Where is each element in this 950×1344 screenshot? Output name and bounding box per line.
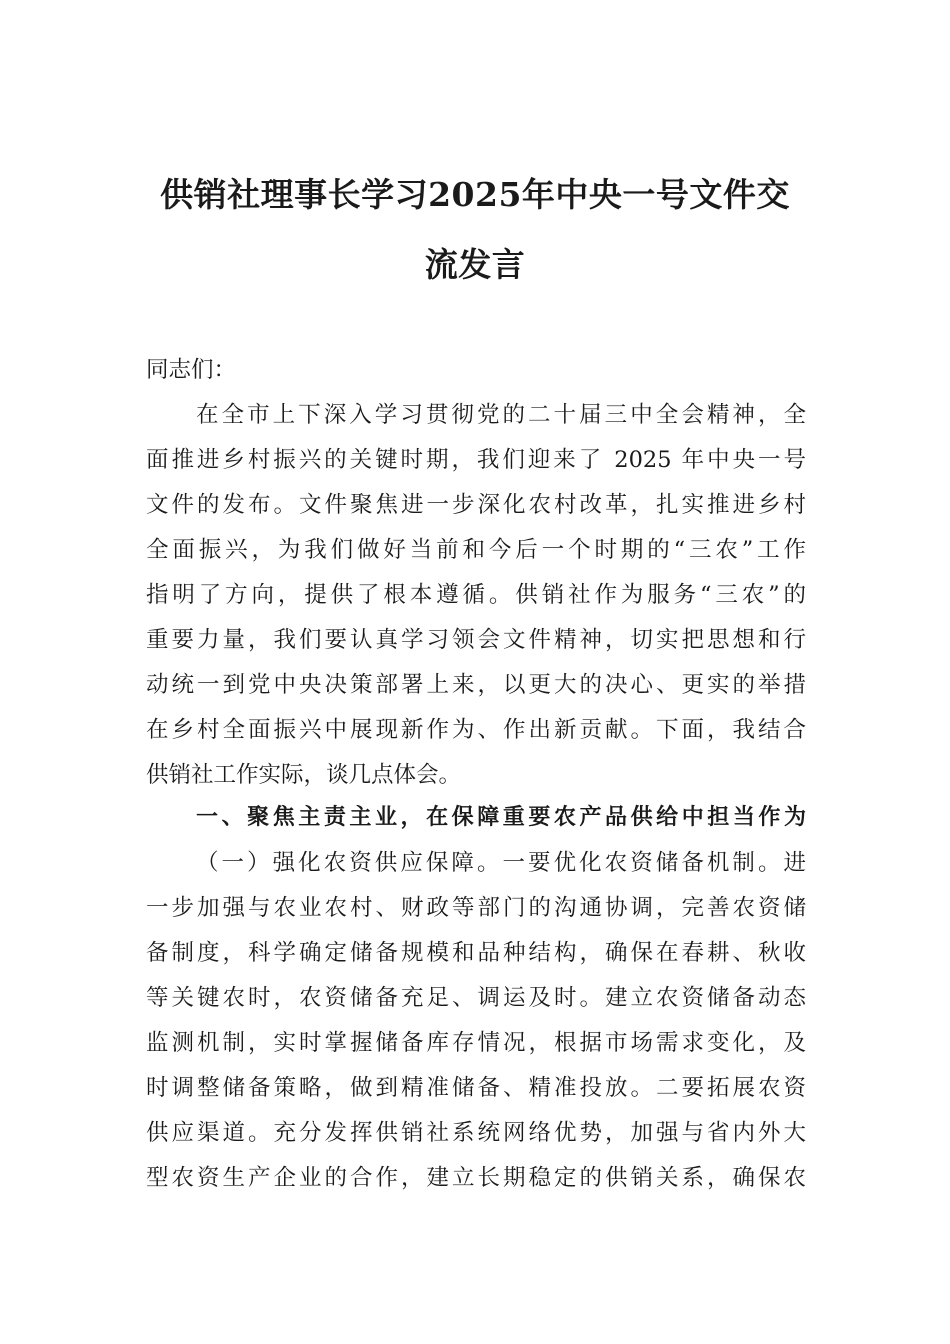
section-paragraph-line: 备制度，科学确定储备规模和品种结构，确保在春耕、秋收 <box>146 940 806 966</box>
intro-paragraph-line: 在全市上下深入学习贯彻党的二十届三中全会精神，全 <box>196 402 806 428</box>
intro-paragraph-line: 供销社工作实际，谈几点体会。 <box>146 762 462 788</box>
salutation: 同志们： <box>146 357 237 383</box>
intro-paragraph-line: 面推进乡村振兴的关键时期，我们迎来了 2025 年中央一号 <box>146 447 806 473</box>
section-paragraph-line: 时调整储备策略，做到精准储备、精准投放。二要拓展农资 <box>146 1075 806 1101</box>
intro-paragraph-line: 在乡村全面振兴中展现新作为、作出新贡献。下面，我结合 <box>146 717 806 743</box>
intro-paragraph-line: 指明了方向，提供了根本遵循。供销社作为服务“三农”的 <box>146 582 806 608</box>
intro-paragraph-line: 全面振兴，为我们做好当前和今后一个时期的“三农”工作 <box>146 537 806 563</box>
section-paragraph-line: 等关键农时，农资储备充足、调运及时。建立农资储备动态 <box>146 985 806 1011</box>
intro-paragraph-line: 动统一到党中央决策部署上来，以更大的决心、更实的举措 <box>146 672 806 698</box>
document-title-line-2: 流发言 <box>424 245 526 284</box>
section-paragraph-line: 型农资生产企业的合作，建立长期稳定的供销关系，确保农 <box>146 1165 806 1191</box>
intro-paragraph-line: 重要力量，我们要认真学习领会文件精神，切实把思想和行 <box>146 627 806 653</box>
document-title-line-1: 供销社理事长学习2025年中央一号文件交 <box>160 175 790 214</box>
intro-paragraph-line: 文件的发布。文件聚焦进一步深化农村改革，扎实推进乡村 <box>146 492 806 518</box>
section-paragraph-line: 供应渠道。充分发挥供销社系统网络优势，加强与省内外大 <box>146 1120 806 1146</box>
section-paragraph-line: 监测机制，实时掌握储备库存情况，根据市场需求变化，及 <box>146 1030 806 1056</box>
section-heading: 一、聚焦主责主业，在保障重要农产品供给中担当作为 <box>196 805 806 830</box>
section-paragraph-line: （一）强化农资供应保障。一要优化农资储备机制。进 <box>196 850 806 876</box>
section-paragraph-line: 一步加强与农业农村、财政等部门的沟通协调，完善农资储 <box>146 895 806 921</box>
